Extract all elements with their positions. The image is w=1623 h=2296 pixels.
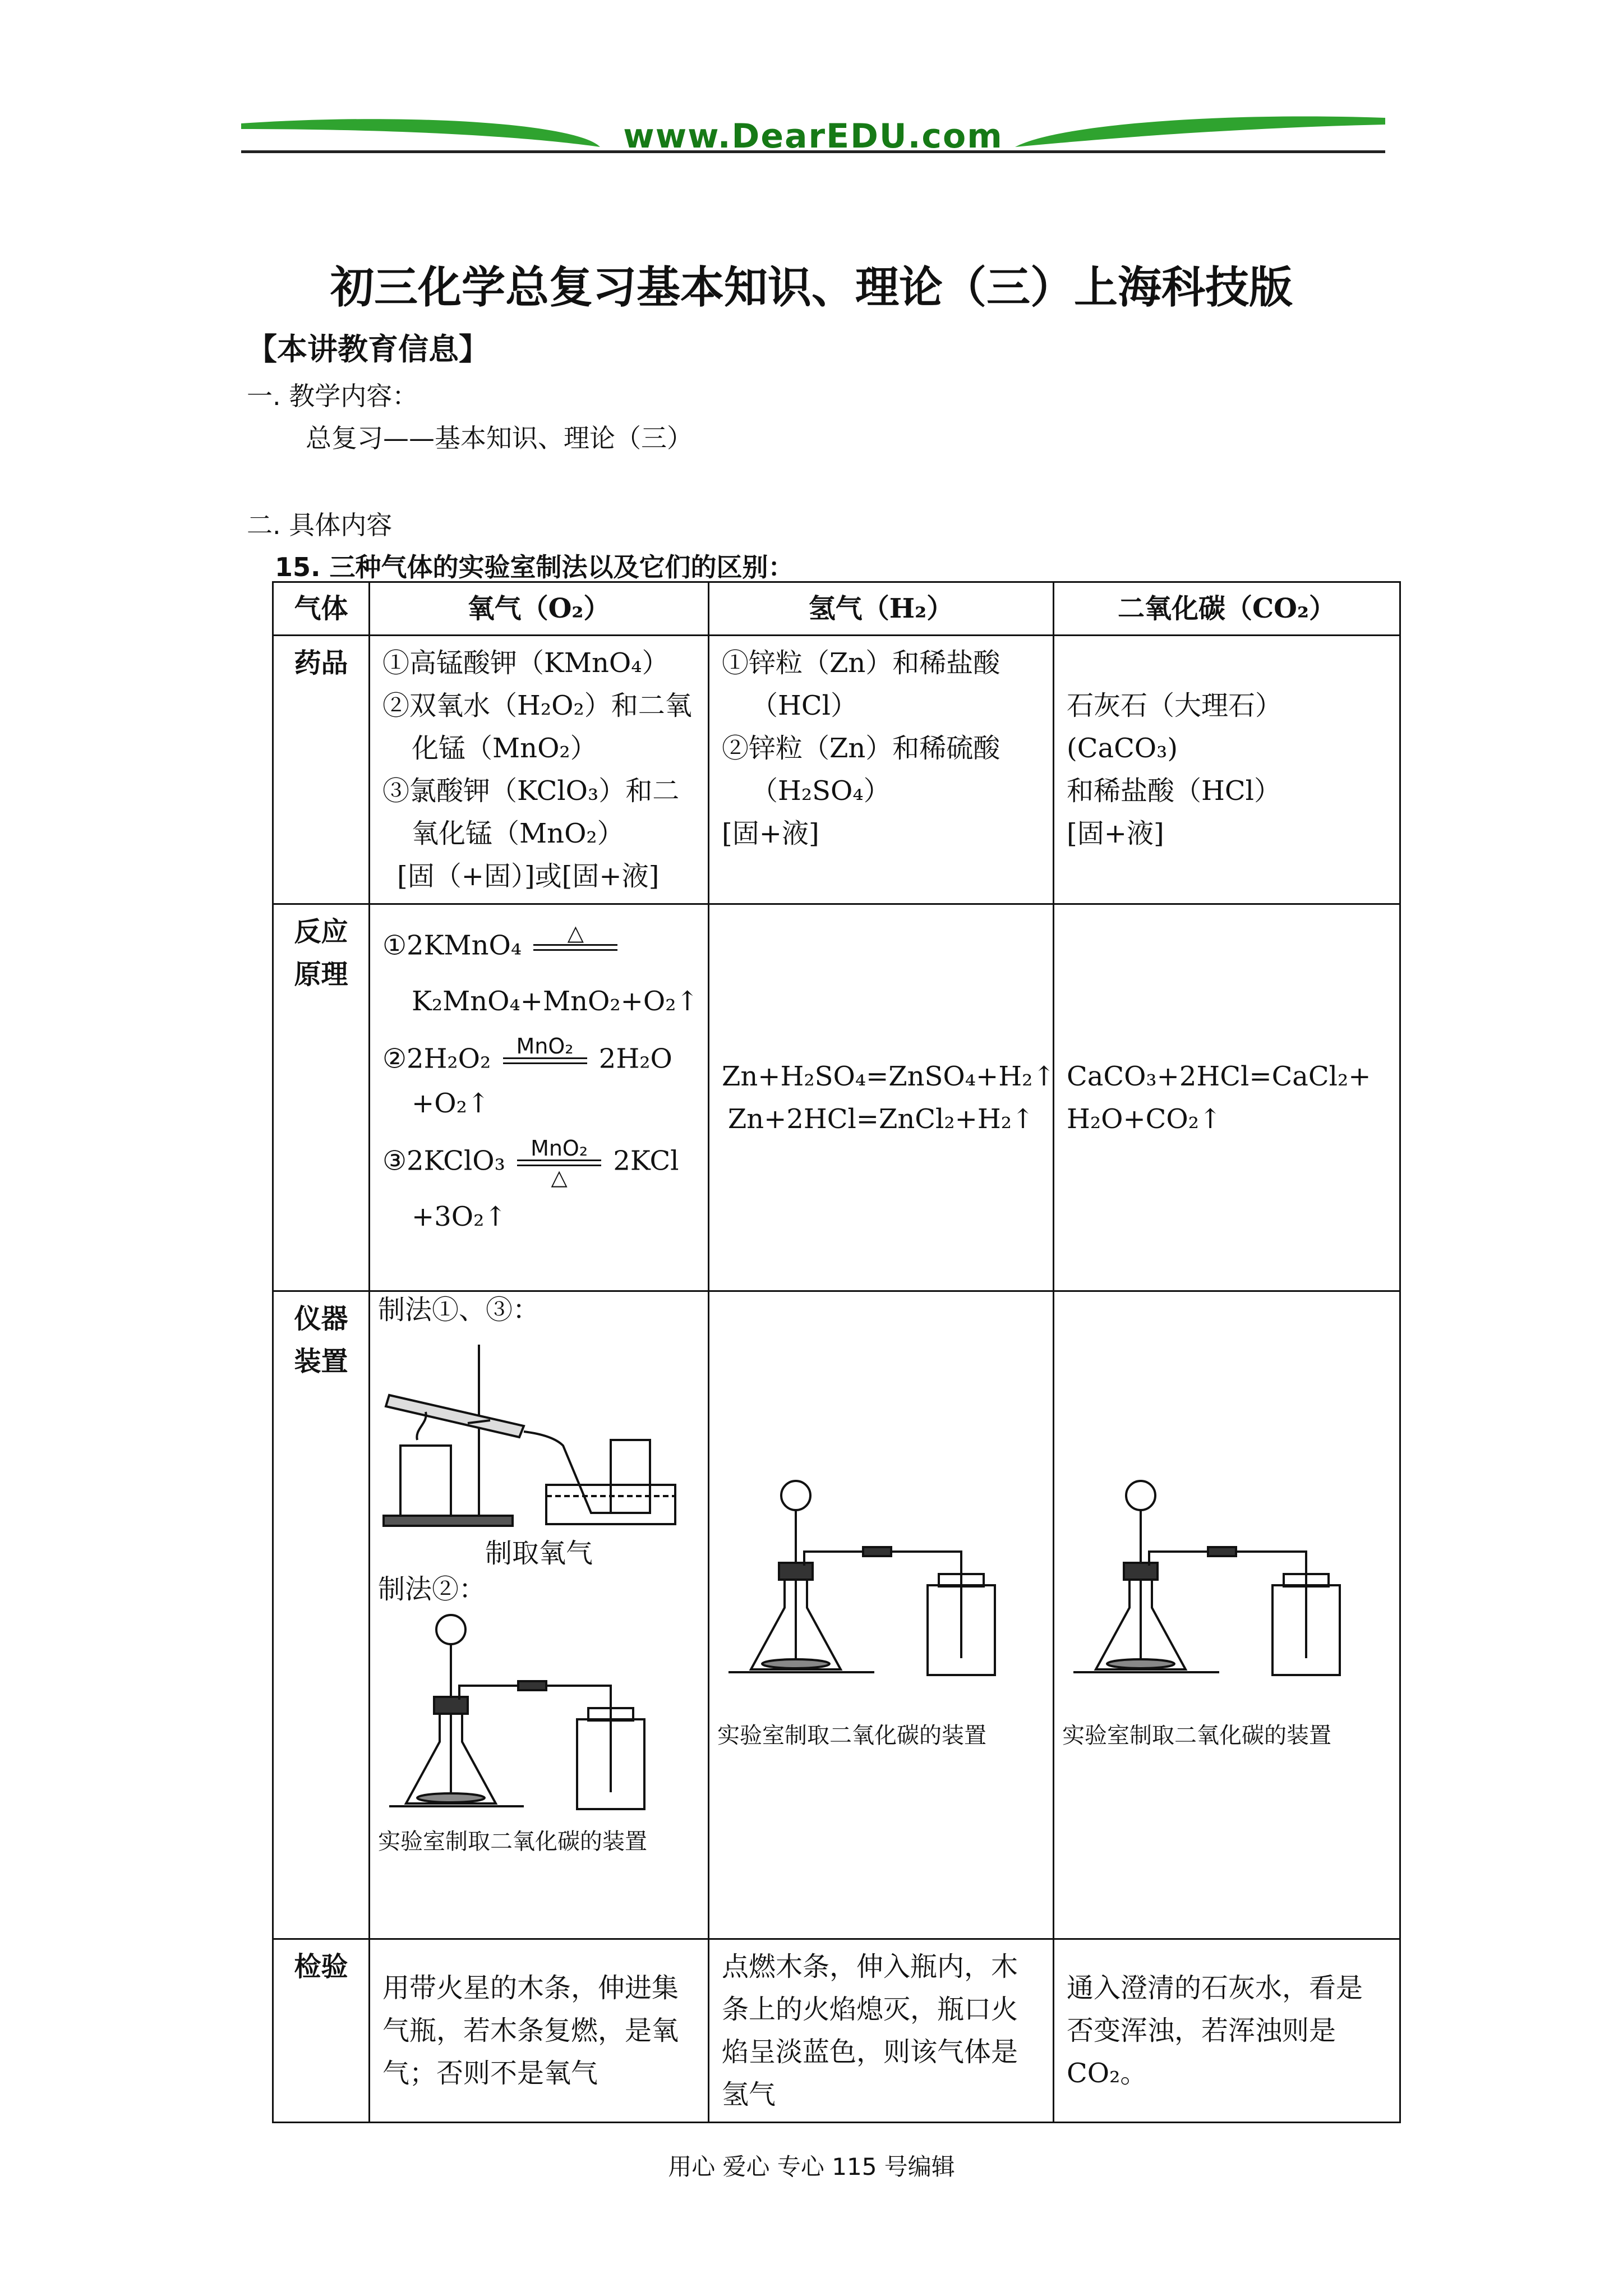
header-banner	[241, 107, 1385, 168]
h2-drug-2: ②锌粒（Zn）和稀硫酸	[722, 733, 1000, 764]
o2-drug-state: [固（+固）]或[固+液]	[397, 861, 660, 892]
cell-o2-drugs	[370, 636, 709, 904]
flask-apparatus-icon	[1062, 1473, 1376, 1697]
o2-eq1-right: K₂MnO₄+MnO₂+O₂↑	[412, 986, 699, 1017]
row-label-apparatus-1: 仪器	[294, 1303, 348, 1335]
flask-apparatus-icon	[378, 1607, 681, 1820]
cell-co2-test	[1054, 1939, 1400, 2123]
co2-test-3: CO₂。	[1067, 2058, 1147, 2089]
o2-drug-2: ②双氧水（H₂O₂）和二氧	[382, 690, 692, 721]
h2-drug-1: ①锌粒（Zn）和稀盐酸	[722, 647, 1000, 679]
o2-eq3-left: ③2KClO₃	[382, 1145, 505, 1177]
co2-eq1: CaCO₃+2HCl=CaCl₂+	[1067, 1060, 1371, 1092]
h2-test-4: 氢气	[722, 2079, 776, 2110]
o2-drug-2b: 化锰（MnO₂）	[412, 733, 597, 764]
o2-eq2-right: 2H₂O	[598, 1043, 672, 1075]
h2-test-2: 条上的火焰熄灭，瓶口火	[722, 1994, 1018, 2025]
mno2-condition	[503, 1035, 587, 1087]
co2-test-2: 否变浑浊，若浑浊则是	[1067, 2015, 1336, 2046]
cell-h2-reaction	[709, 904, 1054, 1291]
co2-drug-state: [固+液]	[1067, 818, 1164, 849]
h2-test-1: 点燃木条，伸入瓶内，木	[722, 1951, 1018, 1982]
cell-h2-test	[709, 1939, 1054, 2123]
table-row-reaction	[273, 904, 1400, 1291]
o2-eq2-left: ②2H₂O₂	[382, 1043, 491, 1075]
table-header-row	[273, 582, 1400, 636]
header-divider	[241, 150, 1385, 153]
cell-co2-drugs	[1054, 636, 1400, 904]
row-label-apparatus	[273, 1291, 370, 1939]
o2-eq1-line	[382, 922, 695, 973]
row-label-drugs: 药品	[273, 636, 370, 904]
item1-label: 一. 教学内容：	[247, 381, 418, 411]
o2-eq2-product: +O₂↑	[412, 1088, 490, 1119]
o2-method13-label: 制法①、③：	[378, 1294, 540, 1326]
catalyst-label: MnO₂	[531, 1136, 588, 1161]
co2-eq2: H₂O+CO₂↑	[1067, 1103, 1222, 1135]
cell-o2-reaction	[370, 904, 709, 1291]
h2-drug-state: [固+液]	[722, 818, 819, 849]
co2-drug-2: 和稀盐酸（HCl）	[1067, 775, 1281, 807]
cell-co2-apparatus	[1054, 1291, 1400, 1939]
h2-eq1: Zn+H₂SO₄=ZnSO₄+H₂↑	[722, 1060, 1055, 1092]
header-carbon-dioxide: 二氧化碳（CO₂）	[1054, 582, 1400, 636]
heat-symbol: △	[551, 1165, 568, 1190]
h2-test-3: 焰呈淡蓝色，则该气体是	[722, 2036, 1018, 2068]
item1-text: 总复习——基本知识、理论（三）	[306, 423, 693, 453]
table-row-test	[273, 1939, 1400, 2123]
cell-o2-apparatus	[370, 1291, 709, 1939]
o2-drug-1: ①高锰酸钾（KMnO₄）	[382, 647, 669, 679]
header-oxygen: 氧气（O₂）	[370, 582, 709, 636]
cell-co2-reaction	[1054, 904, 1400, 1291]
header-hydrogen: 氢气（H₂）	[709, 582, 1054, 636]
cell-h2-apparatus	[709, 1291, 1054, 1939]
gas-preparation-table	[272, 581, 1401, 2123]
o2-caption2: 实验室制取二氧化碳的装置	[378, 1829, 647, 1855]
h2-drug-1b: （HCl）	[751, 690, 857, 721]
o2-drug-3: ③氯酸钾（KClO₃）和二	[382, 775, 680, 807]
o2-test-3: 气；否则不是氧气	[382, 2058, 598, 2089]
row-label-test: 检验	[273, 1939, 370, 2123]
o2-caption1: 制取氧气	[485, 1538, 593, 1569]
section-heading: 【本讲教育信息】	[247, 332, 489, 367]
cell-o2-test	[370, 1939, 709, 2123]
o2-eq1-left: ①2KMnO₄	[382, 930, 522, 961]
mno2-heat-condition	[517, 1137, 601, 1189]
table-row-drugs	[273, 636, 1400, 904]
heating-apparatus-icon	[378, 1328, 681, 1535]
h2-caption: 实验室制取二氧化碳的装置	[717, 1723, 986, 1749]
o2-method2-label: 制法②：	[378, 1573, 486, 1605]
co2-test-1: 通入澄清的石灰水，看是	[1067, 1972, 1363, 2004]
heat-symbol: △	[567, 921, 584, 945]
item15-heading: 15. 三种气体的实验室制法以及它们的区别：	[275, 552, 794, 582]
o2-eq2-line	[382, 1035, 695, 1087]
o2-eq3-product: +3O₂↑	[412, 1201, 507, 1232]
o2-eq3-line	[382, 1137, 695, 1189]
row-label-reaction-1: 反应	[294, 916, 348, 947]
cell-h2-drugs	[709, 636, 1054, 904]
row-label-reaction	[273, 904, 370, 1291]
co2-drug-1: 石灰石（大理石）(CaCO₃)	[1067, 690, 1283, 764]
table-row-apparatus	[273, 1291, 1400, 1939]
site-url[interactable]: www.DearEDU.com	[623, 117, 1003, 156]
co2-caption: 实验室制取二氧化碳的装置	[1062, 1723, 1331, 1749]
heat-condition	[533, 922, 617, 973]
row-label-reaction-2: 原理	[294, 959, 348, 990]
row-label-apparatus-2: 装置	[294, 1346, 348, 1377]
page-title: 初三化学总复习基本知识、理论（三）上海科技版	[330, 262, 1293, 313]
o2-test-2: 气瓶，若木条复燃，是氧	[382, 2015, 679, 2046]
item2-label: 二. 具体内容	[247, 510, 393, 540]
h2-drug-2b: （H₂SO₄）	[751, 775, 891, 807]
o2-drug-3b: 氧化锰（MnO₂）	[412, 818, 624, 849]
o2-eq3-right: 2KCl	[613, 1145, 679, 1177]
h2-eq2: Zn+2HCl=ZnCl₂+H₂↑	[727, 1103, 1035, 1135]
header-gas: 气体	[273, 582, 370, 636]
o2-test-1: 用带火星的木条，伸进集	[382, 1972, 679, 2004]
catalyst-label: MnO₂	[516, 1034, 574, 1059]
page-footer: 用心 爱心 专心 115 号编辑	[668, 2153, 955, 2180]
flask-apparatus-icon	[717, 1473, 1031, 1697]
